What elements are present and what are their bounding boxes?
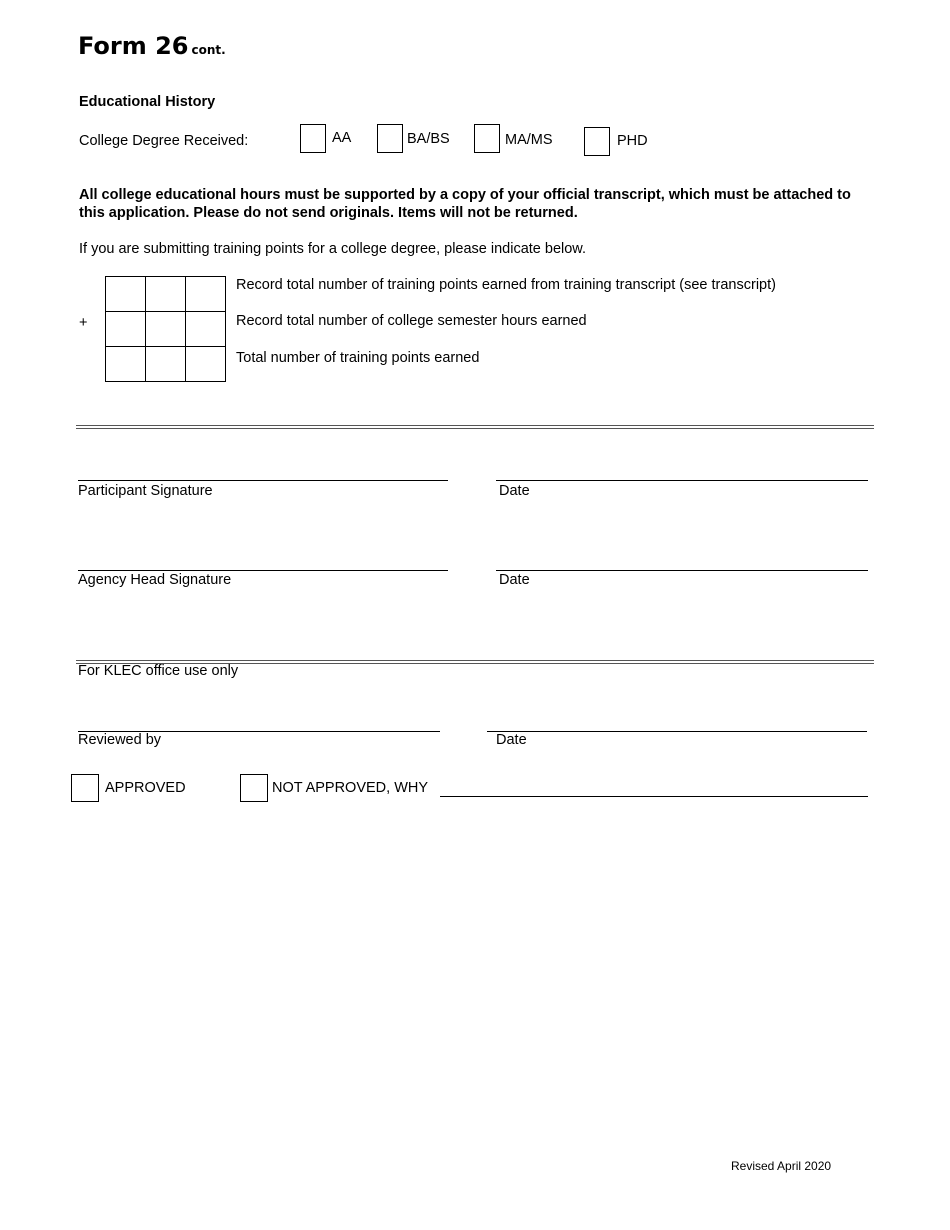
participant-date-label: Date (499, 483, 530, 499)
participant-signature-line[interactable] (78, 480, 448, 481)
reviewed-by-label: Reviewed by (78, 732, 162, 748)
reviewed-date-line[interactable] (487, 731, 867, 732)
grid-cell[interactable] (106, 277, 146, 312)
form-title-suffix: cont. (191, 43, 226, 57)
not-approved-label: NOT APPROVED, WHY (272, 780, 429, 796)
section-title-educational-history: Educational History (79, 94, 216, 110)
not-approved-checkbox[interactable] (240, 774, 268, 802)
office-use-heading: For KLEC office use only (78, 663, 239, 679)
training-points-grid (105, 276, 226, 382)
grid-cell[interactable] (186, 312, 226, 347)
degree-checkbox-aa[interactable] (300, 124, 326, 153)
approved-label: APPROVED (105, 780, 186, 796)
grid-cell[interactable] (106, 347, 146, 382)
agency-date-label: Date (499, 572, 530, 588)
degree-checkbox-babs[interactable] (377, 124, 403, 153)
grid-cell[interactable] (146, 277, 186, 312)
participant-date-line[interactable] (496, 480, 868, 481)
degree-checkbox-mams[interactable] (474, 124, 500, 153)
grid-row-training-points (106, 277, 226, 312)
form-title: Form 26 (78, 32, 189, 60)
degree-option-mams: MA/MS (505, 132, 553, 148)
page-title (78, 32, 226, 60)
grid-row-semester-hours (106, 312, 226, 347)
points-row-label-total: Total number of training points earned (236, 350, 480, 366)
transcript-notice: All college educational hours must be supported by a copy of your official transcript, which must be attached to this application. Please do not send originals. Items will not be returned. (79, 187, 851, 221)
agency-date-line[interactable] (496, 570, 868, 571)
grid-cell[interactable] (146, 312, 186, 347)
grid-cell[interactable] (146, 347, 186, 382)
grid-cell[interactable] (186, 277, 226, 312)
degree-checkbox-phd[interactable] (584, 127, 610, 156)
plus-sign: + (79, 315, 88, 331)
grid-cell[interactable] (186, 347, 226, 382)
degree-label: College Degree Received: (79, 133, 249, 149)
approved-checkbox[interactable] (71, 774, 99, 802)
reviewed-date-label: Date (496, 732, 527, 748)
grid-row-total (106, 347, 226, 382)
degree-option-aa: AA (332, 130, 352, 146)
participant-signature-label: Participant Signature (78, 483, 213, 499)
agency-signature-label: Agency Head Signature (78, 572, 232, 588)
degree-option-babs: BA/BS (407, 131, 450, 147)
points-row-label-training: Record total number of training points earned from training transcript (see transcript) (236, 277, 776, 293)
not-approved-reason-line[interactable] (440, 796, 868, 797)
degree-option-phd: PHD (617, 133, 648, 149)
agency-signature-line[interactable] (78, 570, 448, 571)
grid-cell[interactable] (106, 312, 146, 347)
training-points-instruction: If you are submitting training points for a college degree, please indicate below. (79, 241, 587, 257)
section-divider (76, 425, 874, 429)
points-row-label-semester-hours: Record total number of college semester hours earned (236, 313, 587, 329)
revision-date: Revised April 2020 (731, 1159, 832, 1173)
